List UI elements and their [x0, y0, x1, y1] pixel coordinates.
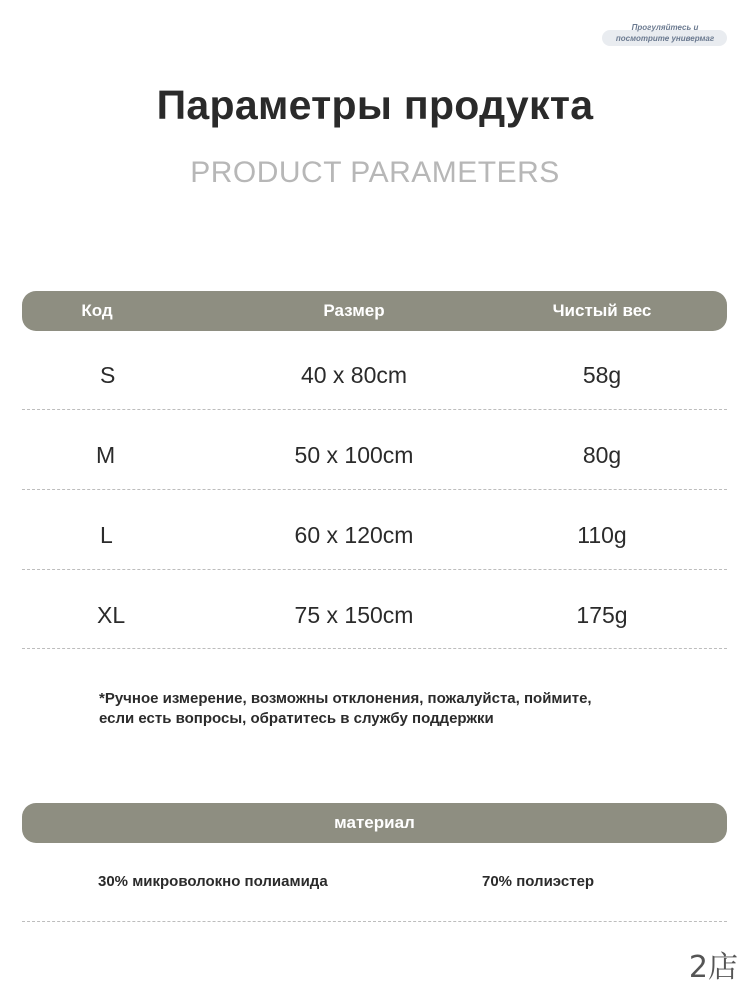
header-size: Размер [323, 301, 385, 320]
row-weight: 58g [582, 362, 622, 388]
header-weight: Чистый вес [552, 301, 652, 320]
page-title: Параметры продукта [156, 82, 594, 128]
material-divider [22, 921, 727, 922]
material-header: материал [334, 813, 415, 832]
row-divider [22, 648, 727, 649]
row-code: L [100, 522, 113, 548]
row-divider [22, 569, 727, 570]
row-weight: 175g [576, 602, 628, 628]
row-size: 60 x 120cm [294, 522, 414, 548]
row-divider [22, 409, 727, 410]
table-header-bar [22, 291, 727, 331]
table-row [22, 336, 727, 414]
row-weight: 80g [582, 442, 622, 468]
watermark-line-2: посмотрите универмаг [615, 34, 715, 43]
row-size: 50 x 100cm [294, 442, 414, 468]
measurement-note [99, 689, 699, 729]
row-size: 40 x 80cm [300, 362, 408, 388]
material-header-bar [22, 803, 727, 843]
corner-mark: 2店 [688, 950, 738, 985]
table-row [22, 576, 727, 654]
watermark-line-1: Прогуляйтесь и [631, 23, 699, 32]
store-watermark [600, 22, 730, 52]
row-weight: 110g [577, 522, 627, 548]
note-line-1: *Ручное измерение, возможны отклонения, пожалуйста, поймите, [99, 690, 592, 707]
row-divider [22, 489, 727, 490]
row-code: XL [97, 602, 126, 628]
page-subtitle: PRODUCT PARAMETERS [190, 156, 560, 189]
row-code: S [100, 362, 116, 388]
row-size: 75 x 150cm [294, 602, 414, 628]
row-code: M [96, 442, 116, 468]
table-row [22, 416, 727, 494]
header-code: Код [81, 301, 113, 320]
note-line-2: если есть вопросы, обратитесь в службу поддержки [99, 710, 494, 727]
table-row [22, 496, 727, 574]
material-item: 70% полиэстер [482, 873, 595, 890]
material-item: 30% микроволокно полиамида [98, 873, 328, 890]
